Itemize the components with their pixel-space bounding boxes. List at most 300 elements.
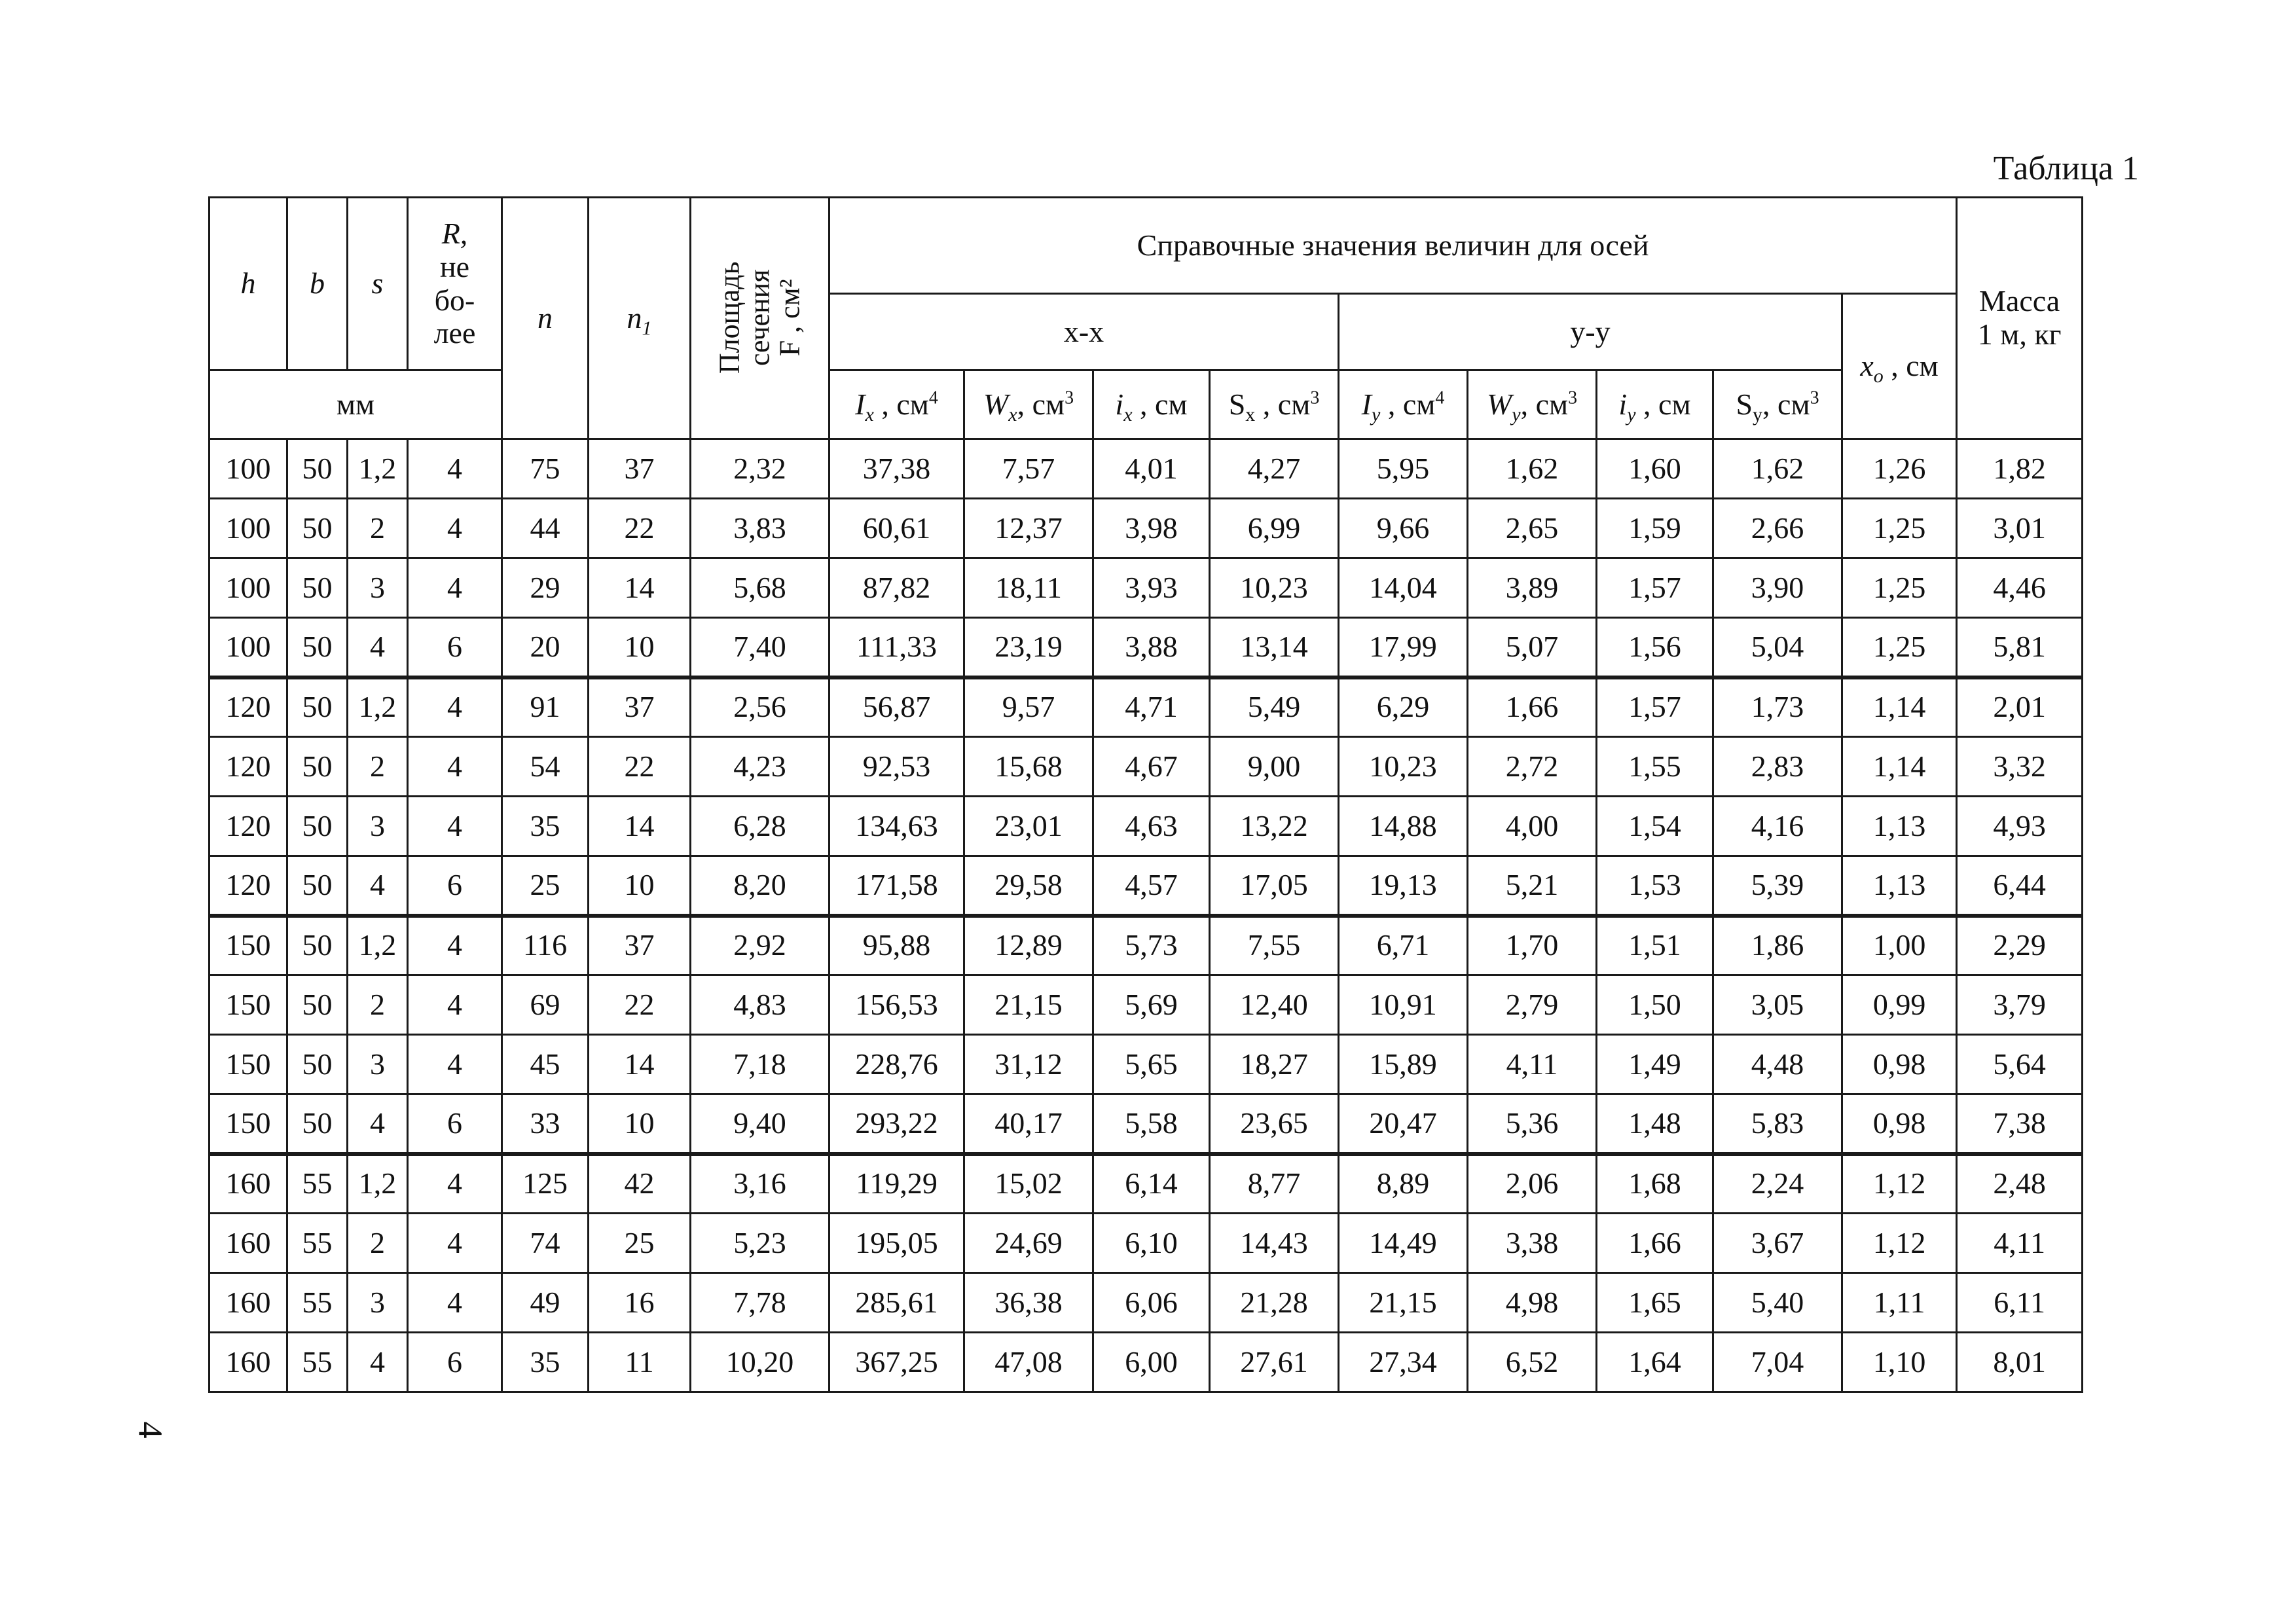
cell-x0: 0,98: [1842, 1035, 1957, 1094]
cell-iy-moment: 14,04: [1339, 558, 1468, 618]
cell-mass: 7,38: [1957, 1094, 2083, 1154]
cell-b: 50: [287, 916, 348, 975]
cell-sy: 2,66: [1713, 499, 1842, 558]
cell-n: 116: [502, 916, 589, 975]
header-n1: [589, 198, 691, 439]
cell-iy-radius: 1,48: [1597, 1094, 1713, 1154]
cell-r: 4: [408, 975, 502, 1035]
cell-n1: 22: [589, 737, 691, 797]
cell-mass: 4,93: [1957, 797, 2083, 856]
cell-n: 74: [502, 1214, 589, 1273]
cell-iy-radius: 1,57: [1597, 558, 1713, 618]
table-row: [210, 499, 2083, 558]
header-pow: 3: [1310, 388, 1320, 408]
header-unit: , см: [1017, 387, 1065, 421]
cell-r: 4: [408, 677, 502, 737]
cell-s: 2: [348, 1214, 408, 1273]
header-r-line: лее: [433, 316, 476, 350]
cell-wy: 4,00: [1468, 797, 1597, 856]
cell-sy: 5,83: [1713, 1094, 1842, 1154]
cell-r: 4: [408, 1154, 502, 1214]
cell-ix-moment: 111,33: [829, 618, 964, 677]
cell-area: 3,83: [691, 499, 829, 558]
cell-h: 150: [210, 1094, 287, 1154]
cell-iy-radius: 1,59: [1597, 499, 1713, 558]
cell-b: 50: [287, 618, 348, 677]
cell-wy: 2,65: [1468, 499, 1597, 558]
header-unit: , см: [1255, 387, 1311, 421]
cell-sy: 4,16: [1713, 797, 1842, 856]
cell-sx: 23,65: [1210, 1094, 1339, 1154]
header-r-line: не: [439, 249, 470, 283]
cell-x0: 0,99: [1842, 975, 1957, 1035]
cell-s: 1,2: [348, 439, 408, 499]
header-x0: [1842, 294, 1957, 439]
cell-n1: 42: [589, 1154, 691, 1214]
cell-iy-moment: 10,23: [1339, 737, 1468, 797]
cell-wx: 21,15: [964, 975, 1093, 1035]
header-unit: , см: [1520, 387, 1569, 421]
header-iy-moment: [1339, 370, 1468, 439]
cell-wx: 47,08: [964, 1333, 1093, 1392]
cell-area: 3,16: [691, 1154, 829, 1214]
cell-x0: 1,11: [1842, 1273, 1957, 1333]
header-s: s: [348, 198, 408, 370]
cell-mass: 3,01: [1957, 499, 2083, 558]
cell-s: 4: [348, 1094, 408, 1154]
cell-wx: 12,37: [964, 499, 1093, 558]
cell-wy: 5,21: [1468, 856, 1597, 916]
table-row: [210, 677, 2083, 737]
header-reference-values: Справочные значения величин для осей: [829, 198, 1957, 294]
cell-wy: 3,89: [1468, 558, 1597, 618]
cell-n1: 10: [589, 856, 691, 916]
cell-sx: 21,28: [1210, 1273, 1339, 1333]
cell-sx: 12,40: [1210, 975, 1339, 1035]
cell-n: 69: [502, 975, 589, 1035]
cell-r: 4: [408, 737, 502, 797]
cell-mass: 4,11: [1957, 1214, 2083, 1273]
header-wx: [964, 370, 1093, 439]
header-sx: [1210, 370, 1339, 439]
cell-s: 4: [348, 618, 408, 677]
cell-area: 4,83: [691, 975, 829, 1035]
cell-b: 50: [287, 1035, 348, 1094]
header-sub: x: [1245, 403, 1256, 425]
cell-ix-moment: 195,05: [829, 1214, 964, 1273]
cell-h: 100: [210, 558, 287, 618]
header-area-line: F , см²: [773, 279, 806, 357]
cell-n: 45: [502, 1035, 589, 1094]
cell-sy: 5,39: [1713, 856, 1842, 916]
cell-ix-radius: 4,57: [1093, 856, 1210, 916]
cell-wx: 15,68: [964, 737, 1093, 797]
cell-ix-radius: 5,65: [1093, 1035, 1210, 1094]
cell-h: 160: [210, 1333, 287, 1392]
cell-s: 1,2: [348, 1154, 408, 1214]
cell-x0: 1,13: [1842, 797, 1957, 856]
cell-n1: 37: [589, 916, 691, 975]
cell-iy-moment: 14,49: [1339, 1214, 1468, 1273]
cell-r: 6: [408, 1333, 502, 1392]
cell-n1: 14: [589, 558, 691, 618]
cell-b: 50: [287, 1094, 348, 1154]
cell-b: 50: [287, 737, 348, 797]
cell-ix-moment: 56,87: [829, 677, 964, 737]
header-axis-xx: х-х: [829, 294, 1339, 370]
cell-r: 4: [408, 439, 502, 499]
cell-iy-radius: 1,51: [1597, 916, 1713, 975]
cell-s: 3: [348, 558, 408, 618]
header-sub: y: [1753, 403, 1763, 425]
cell-ix-moment: 367,25: [829, 1333, 964, 1392]
table-body: [210, 439, 2083, 1392]
cell-mass: 6,44: [1957, 856, 2083, 916]
cell-n1: 10: [589, 618, 691, 677]
cell-s: 3: [348, 1035, 408, 1094]
header-section-area-text: [714, 261, 805, 374]
cell-sy: 4,48: [1713, 1035, 1842, 1094]
cell-iy-moment: 15,89: [1339, 1035, 1468, 1094]
cell-n: 35: [502, 1333, 589, 1392]
cell-n: 91: [502, 677, 589, 737]
cell-ix-moment: 156,53: [829, 975, 964, 1035]
cell-h: 100: [210, 499, 287, 558]
header-x0-symbol: x: [1860, 349, 1874, 383]
cell-ix-moment: 285,61: [829, 1273, 964, 1333]
cell-sy: 3,90: [1713, 558, 1842, 618]
header-mass-line: 1 м, кг: [1977, 317, 2062, 351]
cell-n1: 22: [589, 975, 691, 1035]
cell-wx: 15,02: [964, 1154, 1093, 1214]
cell-n: 44: [502, 499, 589, 558]
header-unit: , см: [873, 387, 929, 421]
cell-sy: 2,83: [1713, 737, 1842, 797]
cell-x0: 1,25: [1842, 618, 1957, 677]
cell-sx: 8,77: [1210, 1154, 1339, 1214]
cell-s: 4: [348, 856, 408, 916]
cell-r: 6: [408, 856, 502, 916]
cell-ix-moment: 293,22: [829, 1094, 964, 1154]
cell-area: 10,20: [691, 1333, 829, 1392]
header-unit: , см: [1132, 387, 1188, 421]
cell-sx: 7,55: [1210, 916, 1339, 975]
cell-x0: 1,12: [1842, 1154, 1957, 1214]
cell-b: 50: [287, 975, 348, 1035]
header-r-line: R,: [441, 217, 468, 251]
cell-ix-moment: 228,76: [829, 1035, 964, 1094]
cell-sy: 7,04: [1713, 1333, 1842, 1392]
cell-n: 29: [502, 558, 589, 618]
cell-wx: 23,19: [964, 618, 1093, 677]
cell-n1: 37: [589, 439, 691, 499]
cell-mass: 2,48: [1957, 1154, 2083, 1214]
cell-s: 2: [348, 499, 408, 558]
cell-ix-radius: 6,10: [1093, 1214, 1210, 1273]
cell-r: 4: [408, 916, 502, 975]
header-x0-unit: , см: [1883, 349, 1939, 383]
cell-sx: 6,99: [1210, 499, 1339, 558]
cell-r: 4: [408, 797, 502, 856]
cell-n1: 22: [589, 499, 691, 558]
cell-sx: 4,27: [1210, 439, 1339, 499]
header-pow: 3: [1065, 388, 1074, 408]
cell-n1: 25: [589, 1214, 691, 1273]
header-r-line: бо-: [434, 283, 475, 317]
cell-ix-moment: 95,88: [829, 916, 964, 975]
cell-area: 7,18: [691, 1035, 829, 1094]
cell-n: 54: [502, 737, 589, 797]
cell-sx: 27,61: [1210, 1333, 1339, 1392]
cell-mass: 4,46: [1957, 558, 2083, 618]
page-number: 4: [131, 1421, 169, 1439]
header-sym: i: [1618, 387, 1628, 421]
cell-n: 20: [502, 618, 589, 677]
cell-mass: 8,01: [1957, 1333, 2083, 1392]
table-row: [210, 975, 2083, 1035]
cell-s: 4: [348, 1333, 408, 1392]
cell-r: 4: [408, 1273, 502, 1333]
header-sym: S: [1228, 387, 1246, 421]
cell-iy-radius: 1,68: [1597, 1154, 1713, 1214]
cell-x0: 1,00: [1842, 916, 1957, 975]
header-x0-subscript: o: [1873, 365, 1884, 388]
cell-ix-moment: 37,38: [829, 439, 964, 499]
cell-sy: 1,86: [1713, 916, 1842, 975]
cell-area: 4,23: [691, 737, 829, 797]
table-row: [210, 1035, 2083, 1094]
header-wy: [1468, 370, 1597, 439]
cell-x0: 0,98: [1842, 1094, 1957, 1154]
table-row: [210, 856, 2083, 916]
cell-sy: 1,73: [1713, 677, 1842, 737]
cell-sy: 5,40: [1713, 1273, 1842, 1333]
table-row: [210, 1273, 2083, 1333]
cell-r: 4: [408, 558, 502, 618]
cell-wy: 1,62: [1468, 439, 1597, 499]
table-row: [210, 1154, 2083, 1214]
header-sub: x: [865, 403, 874, 425]
header-sym: S: [1736, 387, 1753, 421]
cell-sx: 14,43: [1210, 1214, 1339, 1273]
cell-ix-radius: 6,06: [1093, 1273, 1210, 1333]
cell-ix-moment: 134,63: [829, 797, 964, 856]
cell-wy: 4,11: [1468, 1035, 1597, 1094]
cell-s: 1,2: [348, 916, 408, 975]
cell-area: 7,40: [691, 618, 829, 677]
table-row: [210, 737, 2083, 797]
header-sub: x: [1123, 403, 1133, 425]
table-row: [210, 618, 2083, 677]
table-row: [210, 558, 2083, 618]
cell-wx: 18,11: [964, 558, 1093, 618]
cell-ix-radius: 6,00: [1093, 1333, 1210, 1392]
cell-h: 120: [210, 797, 287, 856]
header-section-area: [691, 198, 829, 439]
cell-sx: 5,49: [1210, 677, 1339, 737]
cell-wx: 23,01: [964, 797, 1093, 856]
cell-ix-moment: 87,82: [829, 558, 964, 618]
cell-mass: 6,11: [1957, 1273, 2083, 1333]
table-caption: Таблица 1: [1993, 150, 2139, 187]
cell-s: 2: [348, 737, 408, 797]
cell-mass: 5,81: [1957, 618, 2083, 677]
cell-x0: 1,25: [1842, 499, 1957, 558]
cell-ix-moment: 119,29: [829, 1154, 964, 1214]
table-row: [210, 1214, 2083, 1273]
cell-mass: 3,79: [1957, 975, 2083, 1035]
cell-iy-radius: 1,64: [1597, 1333, 1713, 1392]
cell-iy-moment: 8,89: [1339, 1154, 1468, 1214]
cell-wx: 40,17: [964, 1094, 1093, 1154]
cell-mass: 2,29: [1957, 916, 2083, 975]
cell-n1: 11: [589, 1333, 691, 1392]
cell-area: 9,40: [691, 1094, 829, 1154]
cell-n: 35: [502, 797, 589, 856]
header-sym: I: [855, 387, 866, 421]
cell-wx: 7,57: [964, 439, 1093, 499]
cell-wy: 2,79: [1468, 975, 1597, 1035]
cell-iy-moment: 6,29: [1339, 677, 1468, 737]
cell-b: 50: [287, 499, 348, 558]
cell-wy: 4,98: [1468, 1273, 1597, 1333]
cell-b: 55: [287, 1273, 348, 1333]
cell-iy-radius: 1,66: [1597, 1214, 1713, 1273]
table-row: [210, 916, 2083, 975]
header-area-line: Площадь: [713, 261, 746, 374]
cell-wy: 1,66: [1468, 677, 1597, 737]
cell-b: 50: [287, 558, 348, 618]
cell-area: 2,56: [691, 677, 829, 737]
cell-wx: 36,38: [964, 1273, 1093, 1333]
cell-s: 3: [348, 1273, 408, 1333]
cell-wy: 5,07: [1468, 618, 1597, 677]
cell-iy-radius: 1,56: [1597, 618, 1713, 677]
cell-b: 50: [287, 856, 348, 916]
cell-iy-moment: 10,91: [1339, 975, 1468, 1035]
cell-ix-radius: 5,73: [1093, 916, 1210, 975]
header-n1-symbol: n: [627, 300, 642, 334]
cell-b: 50: [287, 677, 348, 737]
cell-ix-radius: 4,63: [1093, 797, 1210, 856]
cell-iy-moment: 6,71: [1339, 916, 1468, 975]
cell-n: 49: [502, 1273, 589, 1333]
cell-iy-radius: 1,57: [1597, 677, 1713, 737]
cell-wx: 12,89: [964, 916, 1093, 975]
cell-b: 55: [287, 1333, 348, 1392]
cell-sy: 5,04: [1713, 618, 1842, 677]
cell-wy: 2,06: [1468, 1154, 1597, 1214]
cell-sy: 3,67: [1713, 1214, 1842, 1273]
cell-iy-moment: 5,95: [1339, 439, 1468, 499]
cell-area: 2,32: [691, 439, 829, 499]
cell-sx: 13,14: [1210, 618, 1339, 677]
profile-spec-table: [208, 196, 2083, 1393]
cell-x0: 1,13: [1842, 856, 1957, 916]
cell-h: 100: [210, 439, 287, 499]
cell-mass: 2,01: [1957, 677, 2083, 737]
cell-wx: 29,58: [964, 856, 1093, 916]
cell-area: 6,28: [691, 797, 829, 856]
cell-mass: 5,64: [1957, 1035, 2083, 1094]
header-unit: , см: [1762, 387, 1810, 421]
cell-h: 160: [210, 1154, 287, 1214]
cell-iy-radius: 1,60: [1597, 439, 1713, 499]
cell-ix-radius: 6,14: [1093, 1154, 1210, 1214]
header-unit: , см: [1380, 387, 1436, 421]
cell-b: 50: [287, 439, 348, 499]
cell-x0: 1,12: [1842, 1214, 1957, 1273]
cell-h: 120: [210, 856, 287, 916]
cell-iy-moment: 14,88: [1339, 797, 1468, 856]
cell-wy: 1,70: [1468, 916, 1597, 975]
cell-ix-radius: 5,69: [1093, 975, 1210, 1035]
cell-n1: 16: [589, 1273, 691, 1333]
cell-s: 3: [348, 797, 408, 856]
cell-iy-radius: 1,55: [1597, 737, 1713, 797]
cell-h: 120: [210, 737, 287, 797]
cell-iy-radius: 1,54: [1597, 797, 1713, 856]
cell-r: 6: [408, 1094, 502, 1154]
header-b: b: [287, 198, 348, 370]
header-pow: 4: [928, 388, 938, 408]
cell-n: 125: [502, 1154, 589, 1214]
cell-iy-moment: 20,47: [1339, 1094, 1468, 1154]
header-r-radius: [408, 198, 502, 370]
cell-area: 7,78: [691, 1273, 829, 1333]
header-sub: y: [1512, 403, 1521, 425]
cell-iy-radius: 1,50: [1597, 975, 1713, 1035]
cell-iy-moment: 21,15: [1339, 1273, 1468, 1333]
cell-h: 160: [210, 1273, 287, 1333]
cell-ix-radius: 3,98: [1093, 499, 1210, 558]
header-sym: I: [1361, 387, 1372, 421]
cell-n: 25: [502, 856, 589, 916]
cell-h: 120: [210, 677, 287, 737]
cell-iy-radius: 1,49: [1597, 1035, 1713, 1094]
cell-x0: 1,14: [1842, 737, 1957, 797]
header-sym: W: [1486, 387, 1512, 421]
cell-x0: 1,10: [1842, 1333, 1957, 1392]
header-sub: y: [1371, 403, 1381, 425]
cell-mass: 3,32: [1957, 737, 2083, 797]
cell-x0: 1,25: [1842, 558, 1957, 618]
cell-b: 55: [287, 1214, 348, 1273]
cell-iy-moment: 17,99: [1339, 618, 1468, 677]
cell-r: 4: [408, 499, 502, 558]
cell-wy: 5,36: [1468, 1094, 1597, 1154]
cell-ix-radius: 4,71: [1093, 677, 1210, 737]
header-iy-radius: [1597, 370, 1713, 439]
cell-n1: 37: [589, 677, 691, 737]
cell-h: 150: [210, 975, 287, 1035]
cell-ix-moment: 60,61: [829, 499, 964, 558]
cell-ix-radius: 3,93: [1093, 558, 1210, 618]
header-area-line: сечения: [743, 269, 776, 367]
cell-iy-radius: 1,65: [1597, 1273, 1713, 1333]
cell-iy-moment: 19,13: [1339, 856, 1468, 916]
cell-sx: 10,23: [1210, 558, 1339, 618]
cell-sx: 9,00: [1210, 737, 1339, 797]
cell-ix-radius: 5,58: [1093, 1094, 1210, 1154]
cell-ix-moment: 171,58: [829, 856, 964, 916]
cell-h: 160: [210, 1214, 287, 1273]
cell-iy-radius: 1,53: [1597, 856, 1713, 916]
cell-n1: 14: [589, 1035, 691, 1094]
cell-sy: 2,24: [1713, 1154, 1842, 1214]
cell-iy-moment: 9,66: [1339, 499, 1468, 558]
cell-x0: 1,26: [1842, 439, 1957, 499]
